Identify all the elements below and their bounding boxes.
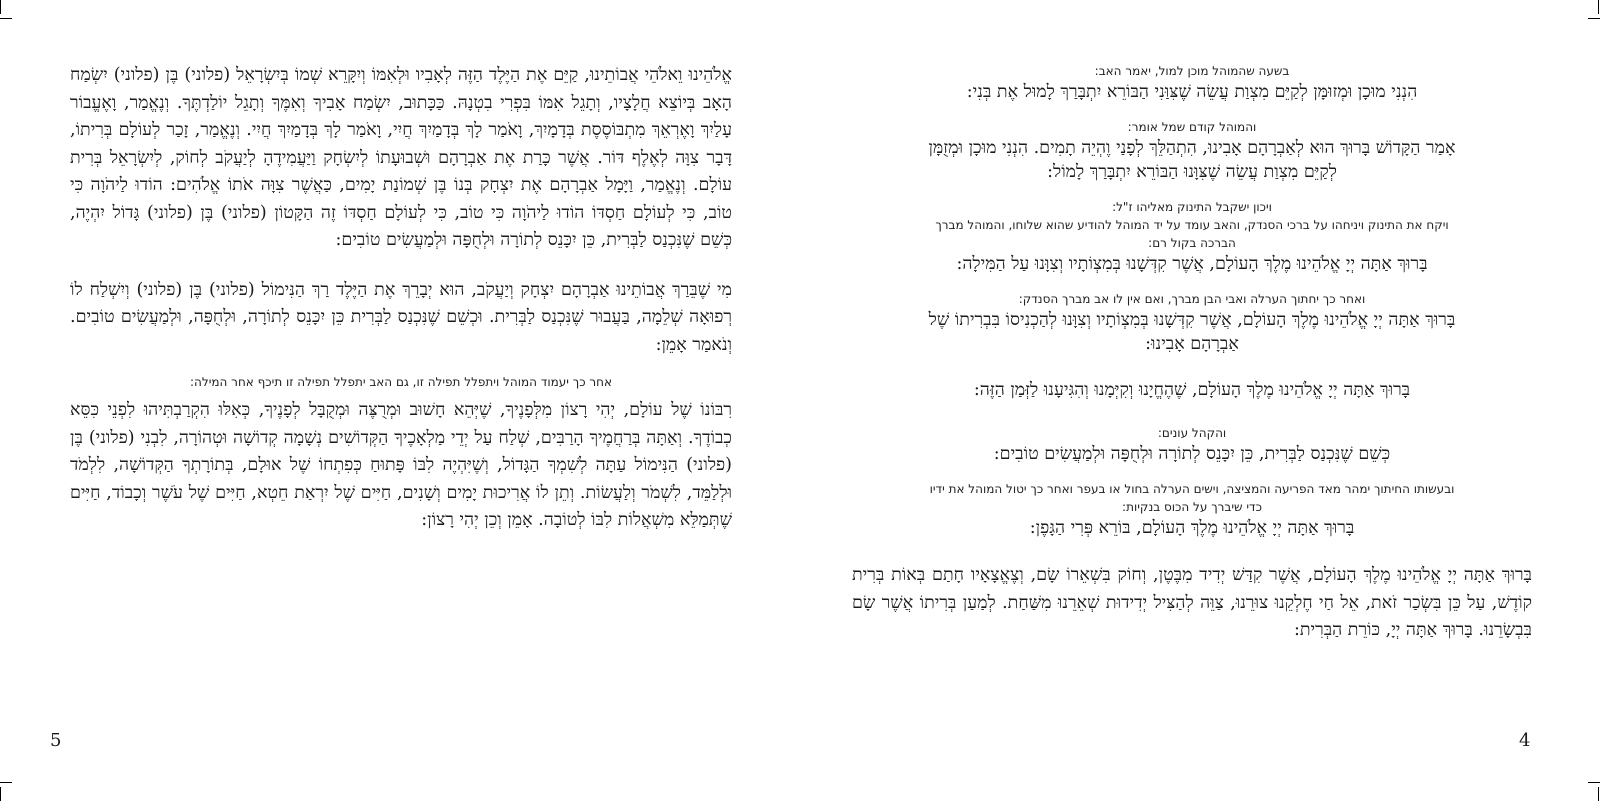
instruction-note-4-line-2: הברכה בקול רם: — [1148, 236, 1236, 250]
instruction-note-4-line-1: ויקח את התינוק ויניחהו על ברכי הסנדק, והאב עומד על יד המוהל להודיע שהוא שלוחו, והמוהל מברך — [935, 218, 1449, 232]
blessing-hagafen: בָּרוּךְ אַתָּה יְיָ אֱלֹהֵינוּ מֶלֶךְ הָעוֹלָם, בּוֹרֵא פְּרִי הַגָּפֶן: — [1029, 518, 1355, 538]
instruction-note-3: ויכון ישקבל התינוק מאליהו ז"ל: — [1112, 200, 1272, 214]
blessing-shehecheyanu: בָּרוּךְ אַתָּה יְיָ אֱלֹהֵינוּ מֶלֶךְ הָעוֹלָם, שֶׁהֶחֱיָנוּ וְקִיְּמָנוּ וְהִגִּיעָנוּ לַזְּמַן הַזֶּה: — [973, 380, 1411, 400]
page-number-right: 4 — [1519, 730, 1531, 751]
prayer-paragraph-mi-sheberach: מִי שֶׁבֵּרַךְ אֲבוֹתֵינוּ אַבְרָהָם יִצְחָק וְיַעֲקֹב, הוּא יְבָרֵךְ אֶת הַיֶּלֶד רַךְ הַנִּימוֹל (פלוני) בֶּן (פלוני) וְיִשְׁלַח לוֹ רְפוּאָה שְׁלֵמָה, בַּעֲבוּר שֶׁנִּכְנַס לַבְּרִית. וּכְשֵׁם שֶׁנִּכְנַס לַבְּרִית כֵּן יִכָּנֵס לְתוֹרָה, וּלְחֻפָּה, וּלְמַעֲשִׂים טוֹבִים. וְנֹאמַר אָמֵן: — [70, 279, 732, 355]
right-page — [852, 62, 1532, 645]
crop-mark-mid-right — [1588, 18, 1600, 19]
crop-mark-mid-left — [0, 18, 12, 19]
blessing-al-hamila: בָּרוּךְ אַתָּה יְיָ אֱלֹהֵינוּ מֶלֶךְ הָעוֹלָם, אֲשֶׁר קִדְּשָׁנוּ בְּמִצְוֹתָיו וְצִוָּנוּ עַל הַמִּילָה: — [956, 254, 1428, 274]
blessing-amar-line-2: לְקַיֵּם מִצְוַת עֲשֵׂה שֶׁצִּוָּנוּ הַבּוֹרֵא יִתְבָּרַךְ לָמוֹל: — [1047, 162, 1337, 182]
crop-mark-bottom-left — [0, 782, 12, 783]
instruction-note-2: והמוהל קודם שמל אומר: — [1127, 120, 1257, 134]
blessing-amar-line-1: אָמַר הַקָּדוֹשׁ בָּרוּךְ הוּא לְאַבְרָהָם אָבִינוּ, הִתְהַלֵּךְ לְפָנַי וֶהְיֵה תָמִים. הִנְנִי מוּכָן וּמְזֻמָּן — [928, 138, 1456, 158]
blessing-lehachniso-line-2: אַבְרָהָם אָבִינוּ: — [1145, 334, 1239, 354]
blessing-asher-kidash: בָּרוּךְ אַתָּה יְיָ אֱלֹהֵינוּ מֶלֶךְ הָעוֹלָם, אֲשֶׁר קִדַּשׁ יְדִיד מִבֶּטֶן, וְחוֹק בִּשְׁאֵרוֹ שָׂם, וְצֶאֱצָאָיו חָתַם בְּאוֹת בְּרִית קוֹדֶשׁ, עַל כֵּן בִּשְׂכַר זֹאת, אֵל חַי חֶלְקֵנוּ צוּרֵנוּ, צַוֵּה לְהַצִּיל יְדִידוּת שְׁאֵרֵנוּ מִשַּׁחַת. לְמַעַן בְּרִיתוֹ אֲשֶׁר שָׂם בִּבְשָׂרֵנוּ. בָּרוּךְ אַתָּה יְיָ, כּוֹרֵת הַבְּרִית: — [852, 565, 1532, 640]
crop-mark-top-left — [0, 0, 1, 14]
crop-mark-bottom-right-v — [1598, 787, 1599, 801]
instruction-note-6: והקהל עונים: — [1157, 426, 1227, 440]
left-page — [70, 62, 732, 535]
instruction-note-7-line-2: כדי שיברך על הכוס בנקיות: — [1122, 500, 1262, 514]
prayer-paragraph-elokeinu: אֱלֹהֵינוּ וֵאלֹהֵי אֲבוֹתֵינוּ, קַיֵּם אֶת הַיֶּלֶד הַזֶּה לְאָבִיו וּלְאִמּוֹ וְיִקָּרֵא שְׁמוֹ בְּיִשְׂרָאֵל (פלוני) בֶּן (פלוני) יִשְׂמַח הָאָב בְּיוֹצֵא חֲלָצָיו, וְתָגֵל אִמּוֹ בִּפְרִי בִטְנָהּ. כַּכָּתוּב, יִשְׂמַח אָבִיךָ וְאִמֶּךָ וְתָגֵל יוֹלַדְתֶּךָ. וְנֶאֱמַר, וָאֶעֱבוֹר עָלַיִךְ וָאֶרְאֵךְ מִתְבּוֹסֶסֶת בְּדָמָיִךְ, וָאֹמַר לָךְ בְּדָמַיִךְ חֲיִי, וָאֹמַר לָךְ בְּדָמַיִךְ חֲיִי. וְנֶאֱמַר, זָכַר לְעוֹלָם בְּרִיתוֹ, דָּבָר צִוָּה לְאֶלֶף דּוֹר. אֲשֶׁר כָּרַת אֶת אַבְרָהָם וּשְׁבוּעָתוֹ לְיִשְׂחָק וַיַּעֲמִידֶהָ לְיַעֲקֹב לְחוֹק, לְיִשְׂרָאֵל בְּרִית עוֹלָם. וְנֶאֱמַר, וַיָּמָל אַבְרָהָם אֶת יִצְחָק בְּנוֹ בֶּן שְׁמוֹנַת יָמִים, כַּאֲשֶׁר צִוָּה אֹתוֹ אֱלֹהִים: הוֹדוּ לַיהֹוָה כִּי טוֹב, כִּי לְעוֹלָם חַסְדּוֹ הוֹדוּ לַיהֹוָה כִּי טוֹב, כִּי לְעוֹלָם חַסְדּוֹ זֶה הַקָּטוֹן (פלוני) בֶּן (פלוני) גָּדוֹל יִהְיֶה, כְּשֵׁם שֶׁנִּכְנַס לַבְּרִית, כֵּן יִכָּנֵס לְתוֹרָה וּלְחֻפָּה וּלְמַעֲשִׂים טוֹבִים: — [70, 65, 732, 250]
page-number-left: 5 — [50, 730, 62, 751]
instruction-note: אחר כך יעמוד המוהל ויתפלל תפילה זו, גם האב יתפלל תפילה זו תיכף אחר המילה: — [189, 375, 612, 389]
crop-mark-bottom-left-v — [0, 787, 1, 801]
crop-mark-top-right — [1598, 0, 1599, 14]
crop-mark-bottom-right — [1588, 782, 1600, 783]
blessing-lehachniso-line-1: בָּרוּךְ אַתָּה יְיָ אֱלֹהֵינוּ מֶלֶךְ הָעוֹלָם, אֲשֶׁר קִדְּשָׁנוּ בְּמִצְוֹתָיו וְצִוָּנוּ לְהַכְנִיסוֹ בִּבְרִיתוֹ שֶׁל — [928, 310, 1456, 330]
instruction-note-1: בשעה שהמוהל מוכן למול, יאמר האב: — [1094, 64, 1290, 78]
blessing-hineni: הִנְנִי מוּכָן וּמְזוּמָּן לְקַיֵּם מִצְוַת עֲשֵׂה שֶׁצִּוַּנִי הַבּוֹרֵא יִתְבָּרַךְ לָמוּל אֶת בְּנִי: — [966, 82, 1418, 102]
instruction-note-7-line-1: ובעשותו החיתוך ימהר מאד הפריעה והמציצה, וישים הערלה בחול או בעפר ואחר כך יטול המוהל את ידיו — [929, 482, 1455, 496]
instruction-note-5: ואחר כך יחתוך הערלה ואבי הבן מברך, ואם אין לו אב מברך הסנדק: — [1018, 292, 1366, 306]
prayer-paragraph-ribono: רִבּוֹנוֹ שֶׁל עוֹלָם, יְהִי רָצוֹן מִלְּפָנֶיךָ, שֶׁיְּהֵא חָשׁוּב וּמְרֻצֶּה וּמְקֻבָּל לְפָנֶיךָ, כְּאִלּוּ הִקְרַבְתִּיהוּ לִפְנֵי כִּסֵּא כְבוֹדֶךָ. וְאַתָּה בְּרַחֲמֶיךָ הָרַבִּים, שְׁלַח עַל יְדֵי מַלְאָכֶיךָ הַקְּדוֹשִׁים נְשָׁמָה קְדוֹשָׁה וּטְהוֹרָה, לִבְנִי (פלוני) בֶּן (פלוני) הַנִּימוֹל עַתָּה לְשִׁמְךָ הַגָּדוֹל, וְשֶׁיִּהְיֶה לִבּוֹ פָּתוּחַ כְּפִתְחוֹ שֶׁל אוּלָם, בְּתוֹרָתְךָ הַקְּדוֹשָׁה, לִלְמֹד וּלְלַמֵּד, לִשְׁמֹר וְלַעֲשׂוֹת. וְתֵן לוֹ אֲרִיכוּת יָמִים וְשָׁנִים, חַיִּים שֶׁל יִרְאַת חֵטְא, חַיִּים שֶׁל עֹשֶׁר וְכָבוֹד, חַיִּים שֶׁתְּמַלֵּא מִשְׁאֲלוֹת לִבּוֹ לְטוֹבָה. אָמֵן וְכֵן יְהִי רָצוֹן: — [70, 400, 732, 530]
response-keshem: כְּשֵׁם שֶׁנִּכְנַס לַבְּרִית, כֵּן יִכָּנֵס לְתוֹרָה וּלְחֻפָּה וּלְמַעֲשִׂים טוֹבִים: — [993, 444, 1391, 464]
